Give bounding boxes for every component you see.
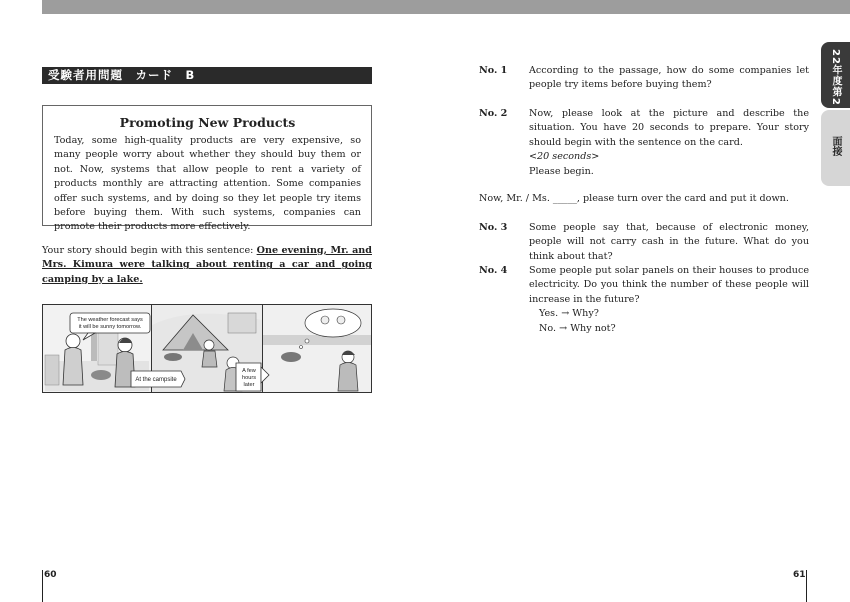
question-number: No. 4 bbox=[479, 265, 508, 276]
bubble-line-1: The weather forecast says bbox=[77, 317, 143, 323]
question-3 bbox=[479, 221, 809, 264]
edition-tab[interactable]: 22年度第2回 bbox=[821, 42, 850, 108]
caption-at-the-campsite: At the campsite bbox=[135, 377, 177, 383]
question-1 bbox=[479, 64, 809, 93]
question-number: No. 2 bbox=[479, 108, 508, 119]
question-text: According to the passage, how do some companies let people try items before buying them? bbox=[529, 65, 809, 91]
passage-title: Promoting New Products bbox=[119, 115, 296, 130]
question-text: Some people put solar panels on their houses to produce electricity. Do you think the number of these people will increase in the future? bbox=[529, 265, 809, 305]
story-instruction bbox=[42, 244, 372, 287]
card-section-label: 受験者用問題 カード B bbox=[42, 67, 372, 84]
follow-up-no: No. → Why not? bbox=[539, 322, 616, 334]
turn-over-instruction: Now, Mr. / Ms. _____, please turn over the card and put it down. bbox=[479, 193, 789, 204]
question-2 bbox=[479, 107, 809, 179]
question-text: Some people say that, because of electronic money, people will not carry cash in the future. What do you think about that? bbox=[529, 222, 809, 262]
question-4 bbox=[479, 264, 809, 336]
caption-line-3: later bbox=[243, 382, 255, 388]
bubble-line-2: it will be sunny tomorrow. bbox=[78, 324, 142, 330]
question-number: No. 3 bbox=[479, 222, 508, 233]
story-prompt: Your story should begin with this sentence: bbox=[42, 245, 257, 256]
passage-text: Today, some high-quality products are very expensive, so many people worry about whether they should buy them or not. Now, systems that allow people to rent a variety of products monthly are attracting attention. Some companies offer such systems, and by doing so they let people try items before buying them. With such systems, companies can promote their products more effectively. bbox=[54, 135, 361, 233]
left-page-rule bbox=[42, 570, 43, 602]
page-corner bbox=[808, 14, 850, 44]
caption-line-2: hours bbox=[242, 375, 256, 381]
begin-cue: Please begin. bbox=[529, 165, 594, 177]
section-tab[interactable]: 面接 bbox=[821, 110, 850, 186]
prep-time-cue: <20 seconds> bbox=[529, 151, 600, 163]
question-text: Now, please look at the picture and describe the situation. You have 20 seconds to prepare. Your story should begin with the sentence on the card. bbox=[529, 108, 809, 148]
page-number-left: 60 bbox=[44, 570, 57, 580]
comic-strip bbox=[42, 304, 372, 393]
story-first-sentence: One evening, Mr. and Mrs. Kimura were talking about renting a car and going camping by a lake. bbox=[42, 245, 372, 285]
right-page-rule bbox=[806, 570, 807, 602]
page-number-right: 61 bbox=[793, 570, 806, 580]
caption-line-1: A few bbox=[242, 368, 256, 374]
passage-box bbox=[42, 105, 372, 233]
top-header-bar bbox=[42, 0, 850, 14]
question-number: No. 1 bbox=[479, 65, 508, 76]
follow-up-yes: Yes. → Why? bbox=[539, 308, 599, 320]
